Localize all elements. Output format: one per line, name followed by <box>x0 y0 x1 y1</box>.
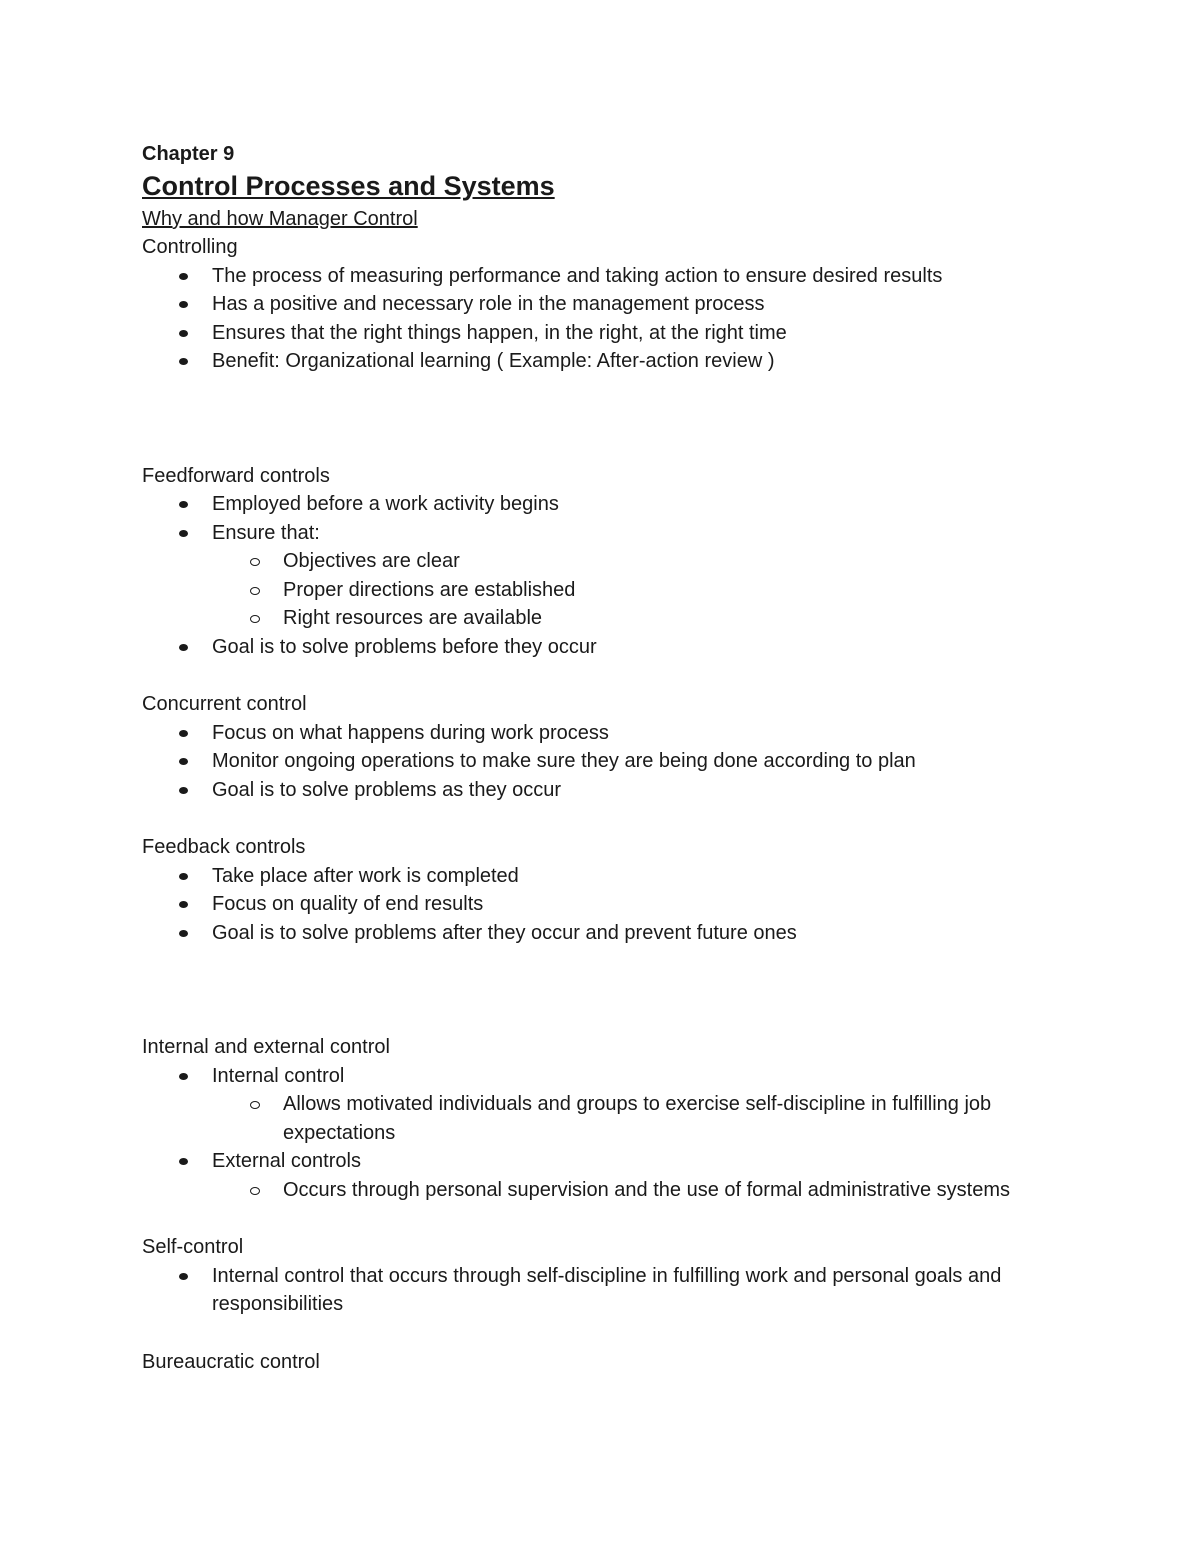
list-item-text: Has a positive and necessary role in the management process <box>212 293 765 315</box>
list-item <box>142 862 1082 891</box>
bullet-list <box>142 719 1082 805</box>
bullet-icon <box>179 930 188 937</box>
list-item-text: Allows motivated individuals and groups to exercise self-discipline in fulfilling job expectations <box>283 1093 992 1144</box>
section-heading: Bureaucratic control <box>142 1350 320 1373</box>
section-heading: Controlling <box>142 236 238 258</box>
bullet-list <box>142 262 1082 376</box>
bullet-icon <box>179 330 188 337</box>
bullet-icon <box>179 273 188 280</box>
list-item <box>142 319 1082 348</box>
bullet-icon <box>179 758 188 765</box>
bullet-icon <box>179 1273 188 1280</box>
page-subtitle: Why and how Manager Control <box>142 208 418 230</box>
list-item <box>142 519 1082 633</box>
sub-list-item <box>142 1090 1082 1147</box>
section-feedforward <box>142 462 1082 662</box>
list-item <box>142 1062 1082 1148</box>
list-item-text: Internal control <box>212 1064 345 1087</box>
chapter-label: Chapter 9 <box>142 143 235 165</box>
list-item-text: Right resources are available <box>283 607 543 629</box>
list-item-text: Ensures that the right things happen, in the right, at the right time <box>212 321 787 344</box>
list-item-text: Focus on what happens during work process <box>212 721 609 744</box>
bullet-list <box>142 862 1082 948</box>
bullet-icon <box>179 501 188 508</box>
bullet-icon <box>179 901 188 908</box>
sub-list-item <box>142 547 1082 576</box>
hollow-bullet-icon <box>250 1101 260 1109</box>
section-heading: Feedback controls <box>142 836 306 858</box>
bullet-list <box>142 490 1082 661</box>
bullet-icon <box>179 873 188 880</box>
page-title: Control Processes and Systems <box>142 171 555 201</box>
bullet-icon <box>179 530 188 537</box>
list-item <box>142 490 1082 519</box>
bullet-icon <box>179 1073 188 1080</box>
sub-bullet-list <box>212 1176 1082 1205</box>
sub-bullet-list <box>212 547 1082 633</box>
list-item-text: Ensure that: <box>212 521 320 544</box>
spacer <box>142 804 1082 833</box>
list-item <box>142 262 1082 291</box>
section-heading: Feedforward controls <box>142 464 330 487</box>
list-item <box>142 776 1082 805</box>
hollow-bullet-icon <box>250 587 260 595</box>
list-item <box>142 890 1082 919</box>
spacer <box>142 1204 1082 1233</box>
bullet-icon <box>179 644 188 651</box>
list-item-text: Focus on quality of end results <box>212 893 484 915</box>
list-item-text: Proper directions are established <box>283 578 576 601</box>
section-feedback <box>142 833 1082 947</box>
section-concurrent <box>142 690 1082 804</box>
bullet-list <box>142 1262 1082 1319</box>
spacer <box>142 947 1082 1033</box>
list-item-text: Take place after work is completed <box>212 864 519 887</box>
list-item-text: External controls <box>212 1150 361 1172</box>
bullet-icon <box>179 301 188 308</box>
list-item-text: Benefit: Organizational learning ( Example: After-action review ) <box>212 350 775 372</box>
spacer <box>142 376 1082 462</box>
bullet-icon <box>179 787 188 794</box>
list-item <box>142 747 1082 776</box>
hollow-bullet-icon <box>250 558 260 566</box>
document-page <box>142 140 1082 1376</box>
list-item-text: Goal is to solve problems before they occur <box>212 635 597 658</box>
list-item <box>142 1262 1082 1319</box>
section-bureaucratic <box>142 1348 1082 1377</box>
list-item <box>142 633 1082 662</box>
list-item-text: Goal is to solve problems after they occur and prevent future ones <box>212 921 797 944</box>
list-item <box>142 919 1082 948</box>
spacer <box>142 661 1082 690</box>
sub-list-item <box>142 1176 1082 1205</box>
list-item-text: Objectives are clear <box>283 550 460 572</box>
spacer <box>142 1319 1082 1348</box>
list-item-text: Employed before a work activity begins <box>212 493 559 515</box>
bullet-list <box>142 1062 1082 1205</box>
list-item-text: Goal is to solve problems as they occur <box>212 778 562 801</box>
list-item-text: Occurs through personal supervision and the use of formal administrative systems <box>283 1178 1011 1201</box>
list-item-text: Internal control that occurs through self-discipline in fulfilling work and personal goals and responsibilities <box>212 1264 1002 1315</box>
list-item <box>142 719 1082 748</box>
section-self-control <box>142 1233 1082 1319</box>
section-heading: Internal and external control <box>142 1036 390 1058</box>
sub-list-item <box>142 604 1082 633</box>
list-item-text: The process of measuring performance and taking action to ensure desired results <box>212 264 943 287</box>
section-heading: Self-control <box>142 1236 244 1258</box>
bullet-icon <box>179 730 188 737</box>
sub-list-item <box>142 576 1082 605</box>
sub-bullet-list <box>212 1090 1082 1147</box>
list-item <box>142 347 1082 376</box>
bullet-icon <box>179 358 188 365</box>
list-item <box>142 1147 1082 1204</box>
hollow-bullet-icon <box>250 1187 260 1195</box>
list-item <box>142 290 1082 319</box>
list-item-text: Monitor ongoing operations to make sure they are being done according to plan <box>212 750 916 772</box>
section-controlling <box>142 233 1082 376</box>
section-internal-external <box>142 1033 1082 1204</box>
section-heading: Concurrent control <box>142 693 307 715</box>
hollow-bullet-icon <box>250 615 260 623</box>
bullet-icon <box>179 1158 188 1165</box>
